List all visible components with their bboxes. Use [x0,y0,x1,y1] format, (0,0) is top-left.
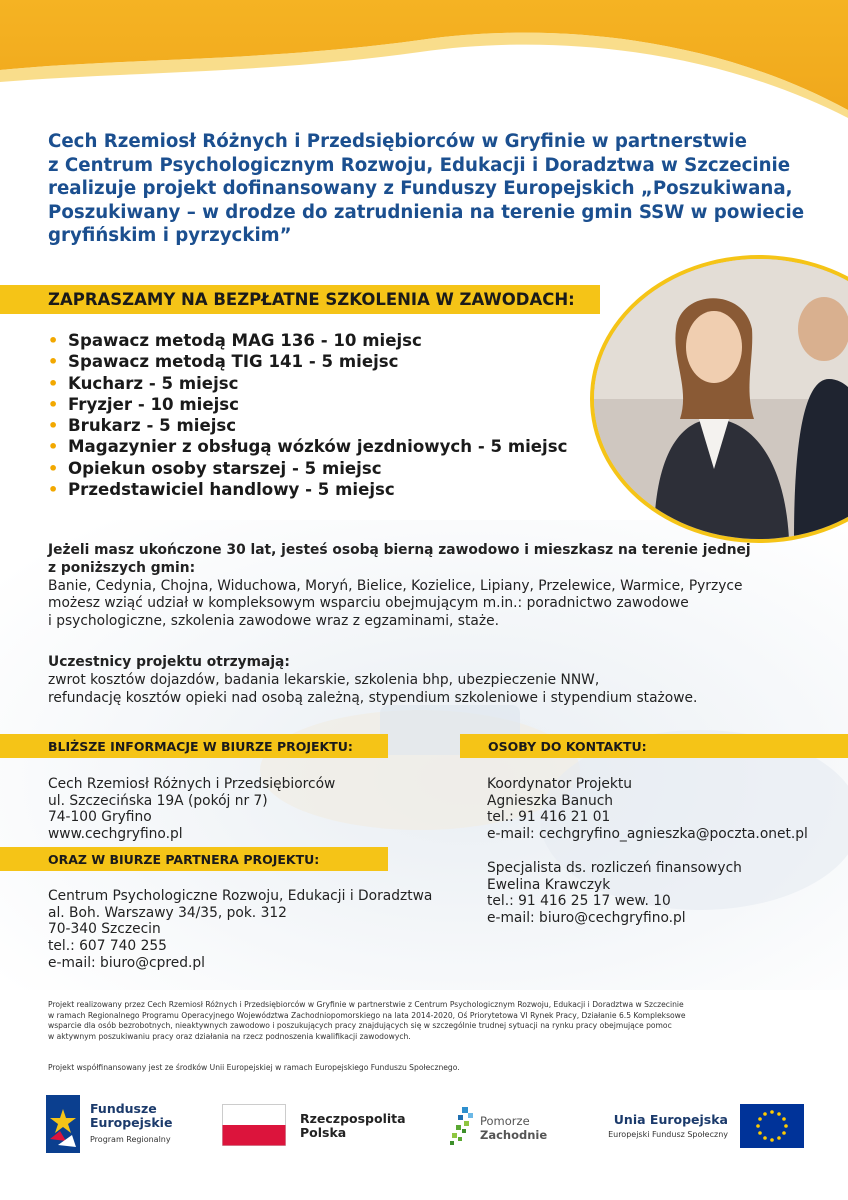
contact-phone: tel.: 91 416 21 01 [487,809,611,826]
office-address [48,776,335,843]
partner-name: Centrum Psychologiczne Rozwoju, Edukacji i Doradztwa [48,888,433,904]
title-line: z Centrum Psychologicznym Rozwoju, Edukacji i Doradztwa w Szczecinie [48,154,791,176]
bullet-icon: • [48,480,59,500]
eu-flag-icon [740,1104,804,1148]
partner-office-banner [0,847,388,871]
course-label: Spawacz metodą MAG 136 - 10 miejsc [68,331,422,350]
ue-logo-text: Unia Europejska [613,1112,728,1127]
course-label: Magazynier z obsługą wózków jezdniowych - 5 miejsc [68,437,568,457]
list-item [48,373,567,394]
contact-role: Specjalista ds. rozliczeń finansowych [487,860,742,876]
bullet-icon: • [48,458,59,478]
title-line: Poszukiwany – w drodze do zatrudnienia na terenie gmin SSW w powiecie [48,201,805,223]
contact-name: Ewelina Krawczyk [487,876,611,893]
course-label: Przedstawiciel handlowy - 5 miejsc [68,480,395,500]
ue-logo-subtext: Europejski Fundusz Społeczny [608,1130,728,1139]
note-line: w aktywnym poszukiwaniu pracy oraz działania na rzecz podnoszenia kwalifikacji zawodowych. [48,1031,411,1041]
eligibility-paragraph [48,542,808,631]
bullet-icon: • [48,352,59,372]
fe-logo-text: Fundusze [90,1101,157,1116]
office-name: Cech Rzemiosł Różnych i Przedsiębiorców [48,776,336,792]
contact-phone: tel.: 91 416 25 17 wew. 10 [487,893,671,910]
contacts-heading: OSOBY DO KONTAKTU: [488,739,647,754]
note-line: w ramach Regionalnego Programu Operacyjnego Województwa Zachodniopomorskiego na lata 2014-2020, Oś Priorytetowa VI Rynek Pracy, Działanie 6.5 Kompleksowe [48,1010,686,1020]
benefits-paragraph [48,654,808,707]
contacts-banner [460,734,848,758]
benefits-line: refundację kosztów opieki nad osobą zależną, stypendium szkoleniowe i stypendium stażowe. [48,689,698,706]
project-title [48,130,818,248]
pomorze-zachodnie-logo [448,1105,558,1151]
rp-logo-text: Polska [300,1125,347,1140]
pomorze-zachodnie-icon [448,1105,478,1149]
office-website-link[interactable]: www.cechgryfino.pl [48,826,183,843]
office-heading: BLIŻSZE INFORMACJE W BIURZE PROJEKTU: [48,739,353,754]
note-line: wsparcie dla osób bezrobotnych, nieaktywnych zawodowo i poszukujących pracy znajdujących się w szczególnie trudnej sytuacji na rynku pracy obejmujące pomoc [48,1021,672,1031]
business-people-photo [590,255,848,543]
partner-city: 70-340 Szczecin [48,921,161,938]
course-label: Kucharz - 5 miejsc [68,373,239,393]
list-item [48,394,567,415]
note-line: Projekt realizowany przez Cech Rzemiosł Różnych i Przedsiębiorców w Gryfinie w partnerstwie z Centrum Psychologicznym Rozwoju, Edukacji i Doradztwa w Szczecinie [48,1000,684,1009]
benefits-line: zwrot kosztów dojazdów, badania lekarskie, szkolenia bhp, ubezpieczenie NNW, [48,671,600,688]
top-wave-decoration [0,0,848,130]
partner-phone: tel.: 607 740 255 [48,938,167,955]
list-item [48,479,567,500]
course-label: Spawacz metodą TIG 141 - 5 miejsc [68,352,399,372]
contact-role: Koordynator Projektu [487,776,633,792]
contact-name: Agnieszka Banuch [487,792,614,809]
course-list [48,330,567,500]
eligibility-line: i psychologiczne, szkolenia zawodowe wraz z egzaminami, staże. [48,613,499,630]
eligibility-bold-line: Jeżeli masz ukończone 30 lat, jesteś osobą bierną zawodowo i mieszkasz na terenie jednej [48,542,751,558]
bullet-icon: • [48,394,59,414]
pz-logo-text: Zachodnie [480,1128,548,1142]
list-item [48,330,567,351]
office-street: ul. Szczecińska 19A (pokój nr 7) [48,792,268,809]
eligibility-bold-line: z poniższych gmin: [48,559,196,576]
bullet-icon: • [48,373,59,393]
project-note [48,1000,808,1042]
rp-logo-text: Rzeczpospolita [300,1111,406,1126]
list-item [48,351,567,372]
partner-office-address [48,888,432,972]
benefits-heading: Uczestnicy projektu otrzymają: [48,654,290,670]
rzeczpospolita-polska-logo [222,1104,422,1150]
unia-europejska-logo [585,1104,810,1150]
bullet-icon: • [48,437,59,457]
title-line: Cech Rzemiosł Różnych i Przedsiębiorców w Gryfinie w partnerstwie [48,131,747,152]
list-item [48,458,567,479]
title-line: gryfińskim i pyrzyckim” [48,225,292,246]
bullet-icon: • [48,416,59,436]
course-label: Brukarz - 5 miejsc [68,416,237,436]
fe-logo-text: Europejskie [90,1115,173,1130]
partner-office-heading: ORAZ W BIURZE PARTNERA PROJEKTU: [48,852,320,867]
pz-logo-text: Pomorze [480,1114,530,1128]
partner-email-link[interactable]: e-mail: biuro@cpred.pl [48,954,205,971]
municipalities-line: Banie, Cedynia, Chojna, Widuchowa, Moryń, Bielice, Kozielice, Lipiany, Przelewice, Warmice, Pyrzyce [48,577,743,594]
fundusze-europejskie-logo [46,1095,226,1155]
contact-person-finance [487,860,742,927]
contact-email-link[interactable]: e-mail: biuro@cechgryfino.pl [487,910,686,927]
polish-flag-icon [222,1104,286,1146]
contact-person-coordinator [487,776,808,843]
fe-logo-subtext: Program Regionalny [90,1135,171,1144]
contact-email-link[interactable]: e-mail: cechgryfino_agnieszka@poczta.onet.pl [487,826,808,843]
course-label: Fryzjer - 10 miejsc [68,394,240,414]
partner-street: al. Boh. Warszawy 34/35, pok. 312 [48,904,287,921]
office-banner [0,734,388,758]
invite-heading: ZAPRASZAMY NA BEZPŁATNE SZKOLENIA W ZAWODACH: [48,290,575,309]
course-label: Opiekun osoby starszej - 5 miejsc [68,458,382,478]
cofinance-note: Projekt współfinansowany jest ze środków Unii Europejskiej w ramach Europejskiego Funduszu Społecznego. [48,1063,460,1072]
invite-banner [0,285,600,314]
bullet-icon: • [48,331,59,350]
list-item [48,415,567,436]
fe-star-icon [46,1095,80,1153]
eligibility-line: możesz wziąć udział w kompleksowym wsparciu obejmującym m.in.: poradnictwo zawodowe [48,595,689,612]
list-item [48,436,567,457]
office-city: 74-100 Gryfino [48,809,152,826]
title-line: realizuje projekt dofinansowany z Funduszy Europejskich „Poszukiwana, [48,178,793,199]
